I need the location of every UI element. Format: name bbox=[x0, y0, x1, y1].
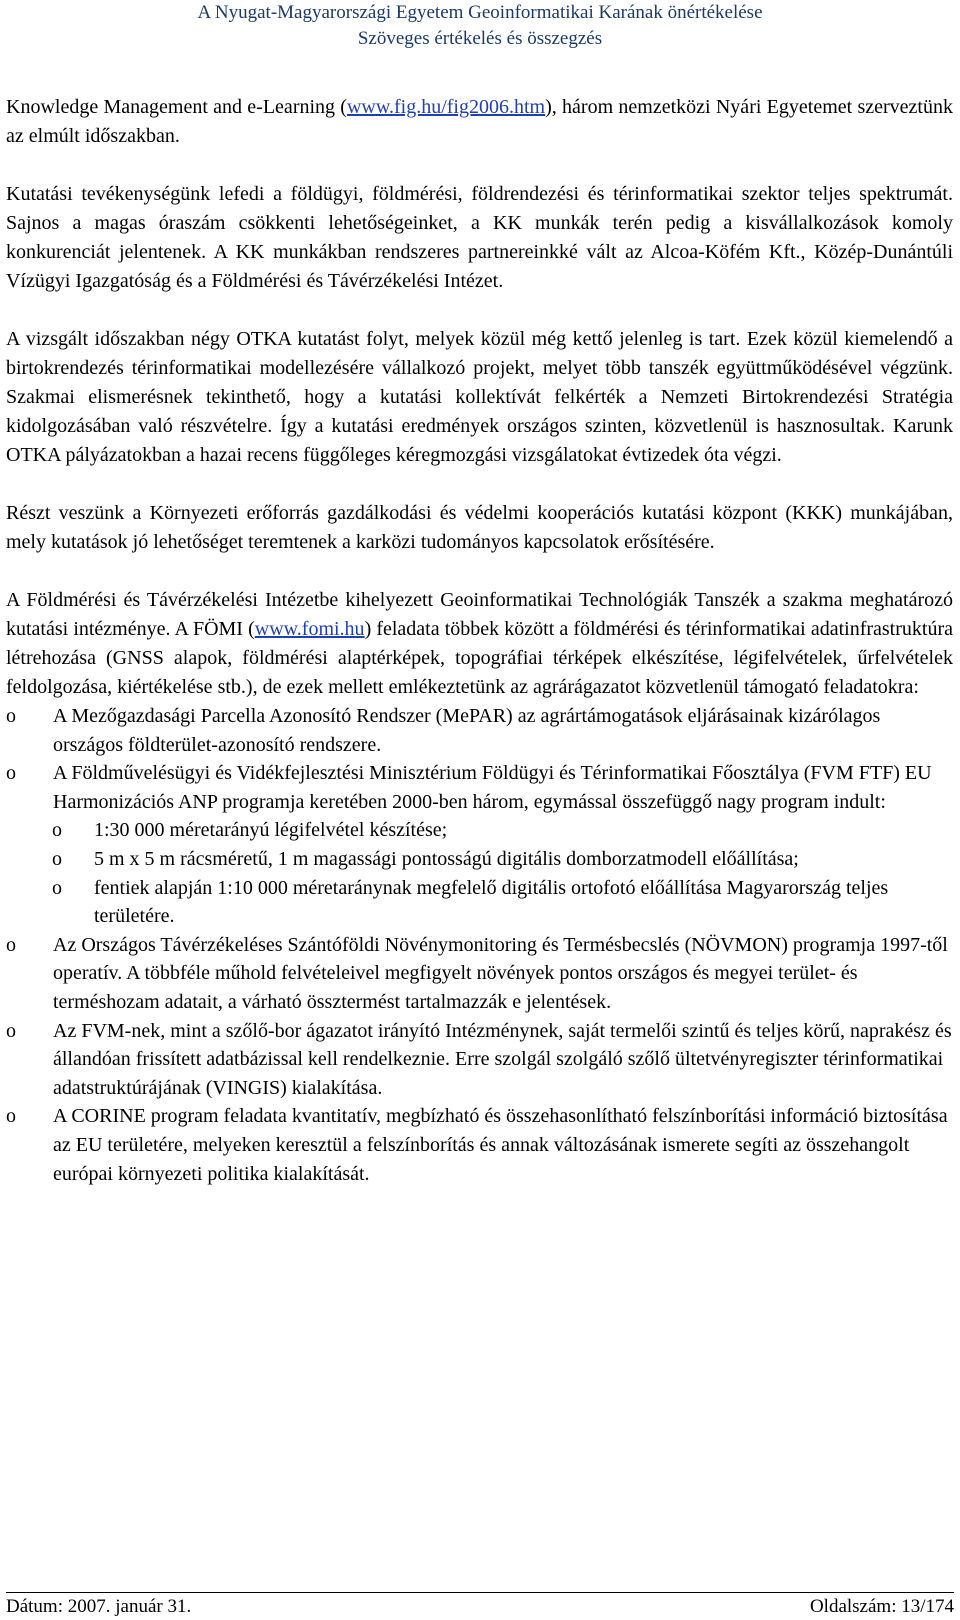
sub-list-item bbox=[6, 845, 953, 874]
header-title: A Nyugat-Magyarországi Egyetem Geoinformatikai Karának önértékelése bbox=[197, 2, 763, 23]
list-item bbox=[6, 1017, 953, 1103]
paragraph-text: ) feladata többek között a földmérési és térinformatikai adatinfrastruktúra létrehozása (GNSS alapok, földmérési alaptérképek, topográfiai térképek elkészítése, légifelvételek, űrfelvételek feldolgozása, kiértékelése stb.), de ezek mellett emlékeztetünk az agrárágazatot közvetlenül támogató feladatokra: bbox=[6, 618, 953, 698]
paragraph-spacer bbox=[6, 557, 953, 586]
sub-list-item-text: fentiek alapján 1:10 000 méretaránynak megfelelő digitális ortofotó előállítása Magyarország teljes területére. bbox=[94, 876, 889, 928]
list-item bbox=[6, 1102, 953, 1188]
bullet-marker: o bbox=[6, 1019, 16, 1042]
list-item-text: A Földművelésügyi és Vidékfejlesztési Minisztérium Földügyi és Térinformatikai Főosztálya (FVM FTF) EU Harmonizációs ANP programja keretében 2000-ben három, egymással összefüggő nagy program indult: bbox=[53, 762, 932, 813]
bullet-marker: o bbox=[6, 705, 16, 727]
paragraph-kkk-center: Részt veszünk a Környezeti erőforrás gazdálkodási és védelmi kooperációs kutatási központ (KKK) munkájában, mely kutatások jó lehetőséget teremtenek a karközi tudományos kapcsolatok erősítésére. bbox=[6, 502, 953, 553]
bullet-marker: o bbox=[52, 876, 62, 899]
fig2006-link[interactable]: www.fig.hu/fig2006.htm bbox=[346, 96, 546, 118]
sub-list-item-text: 5 m x 5 m rácsméretű, 1 m magassági pontosságú digitális domborzatmodell előállítása; bbox=[94, 847, 799, 870]
sub-list-container bbox=[6, 816, 953, 930]
bullet-marker: o bbox=[6, 933, 16, 956]
list-item bbox=[6, 759, 953, 816]
page-footer bbox=[6, 1592, 954, 1618]
paragraph-text: A Földmérési és Távérzékelési Intézetbe kihelyezett Geoinformatikai Technológiák Tanszék a szakma meghatározó kutatási intézménye. A FÖMI ( bbox=[6, 589, 953, 640]
paragraph-otka-research: A vizsgált időszakban négy OTKA kutatást folyt, melyek közül még kettő jelenleg is tart. Ezek közül kiemelendő a birtokrendezés térinformatikai modellezésére vállalkozó projekt, melyet több tanszék együttműködésével végzünk. Szakmai elismerésnek tekinthető, hogy a kutatási kollektívát felkérték a Nemzeti Birtokrendezési Stratégia kidolgozásában való részvételre. Így a kutatási eredmények országos szinten, közvetlenül is hasznosultak. Karunk OTKA pályázatokban a hazai recens függőleges kéregmozgási vizsgálatokat évtizedek óta végzi. bbox=[6, 328, 953, 466]
footer-date: Dátum: 2007. január 31. bbox=[6, 1596, 192, 1617]
bullet-marker: o bbox=[52, 819, 62, 842]
sub-list-item bbox=[6, 816, 953, 845]
sub-list bbox=[6, 816, 953, 930]
paragraph-text: ), három nemzetközi Nyári Egyetemet szerveztünk az elmúlt időszakban. bbox=[6, 96, 953, 147]
header-subtitle: Szöveges értékelés és összegzés bbox=[357, 28, 603, 49]
sub-list-item bbox=[6, 874, 953, 931]
paragraph-fomi bbox=[6, 586, 953, 702]
fomi-link[interactable]: www.fomi.hu bbox=[254, 618, 365, 640]
list-item-text: A Mezőgazdasági Parcella Azonosító Rendszer (MePAR) az agrártámogatások eljárásainak kizárólagos országos földterület-azonosító rendszere. bbox=[53, 705, 881, 756]
paragraph-text: Knowledge Management and e-Learning ( bbox=[6, 96, 347, 118]
sub-list-item-text: 1:30 000 méretarányú légifelvétel készítése; bbox=[94, 819, 448, 842]
paragraph-research-scope: Kutatási tevékenységünk lefedi a földügyi, földmérési, földrendezési és térinformatikai szektor teljes spektrumát. Sajnos a magas óraszám csökkenti lehetőségeinket, a KK munkák terén pedig a kisvállalkozások komoly konkurenciát jelentenek. A KK munkákban rendszeres partnereinkké vált az Alcoa-Köfém Kft., Közép-Dunántúli Vízügyi Igazgatóság és a Földmérési és Távérzékelési Intézet. bbox=[6, 183, 953, 292]
list-item-text: A CORINE program feladata kvantitatív, megbízható és összehasonlítható felszínborítási információ biztosítása az EU területére, melyeken keresztül a felszínborítás és annak változásának ismerete segíti az összehangolt európai környezeti politika kialakítását. bbox=[53, 1105, 948, 1185]
paragraph-spacer bbox=[6, 296, 953, 325]
list-item-text: Az FVM-nek, mint a szőlő-bor ágazatot irányító Intézménynek, saját termelői szintű és teljes körű, naprakész és állandóan frissített adatbázissal kell rendelkeznie. Erre szolgál szolgáló szőlő ültetvényregiszter térinformatikai adatstruktúrájának (VINGIS) kialakítása. bbox=[53, 1019, 952, 1099]
list-item bbox=[6, 702, 953, 759]
task-list bbox=[6, 702, 953, 1188]
bullet-marker: o bbox=[52, 847, 62, 870]
list-item bbox=[6, 931, 953, 1017]
paragraph-spacer bbox=[6, 151, 953, 180]
page-header bbox=[0, 0, 960, 60]
bullet-marker: o bbox=[6, 1105, 16, 1128]
paragraph-summer-schools bbox=[6, 93, 953, 151]
document-body bbox=[6, 93, 953, 1188]
list-item-text: Az Országos Távérzékeléses Szántóföldi Növénymonitoring és Termésbecslés (NÖVMON) programja 1997-től operatív. A többféle műhold felvételeivel megfigyelt növények pontos országos és megyei terület- és terméshozam adatait, a várható össztermést tartalmazzák e jelentések. bbox=[53, 933, 948, 1013]
footer-page-number: Oldalszám: 13/174 bbox=[809, 1596, 954, 1617]
bullet-marker: o bbox=[6, 762, 16, 785]
paragraph-spacer bbox=[6, 470, 953, 499]
